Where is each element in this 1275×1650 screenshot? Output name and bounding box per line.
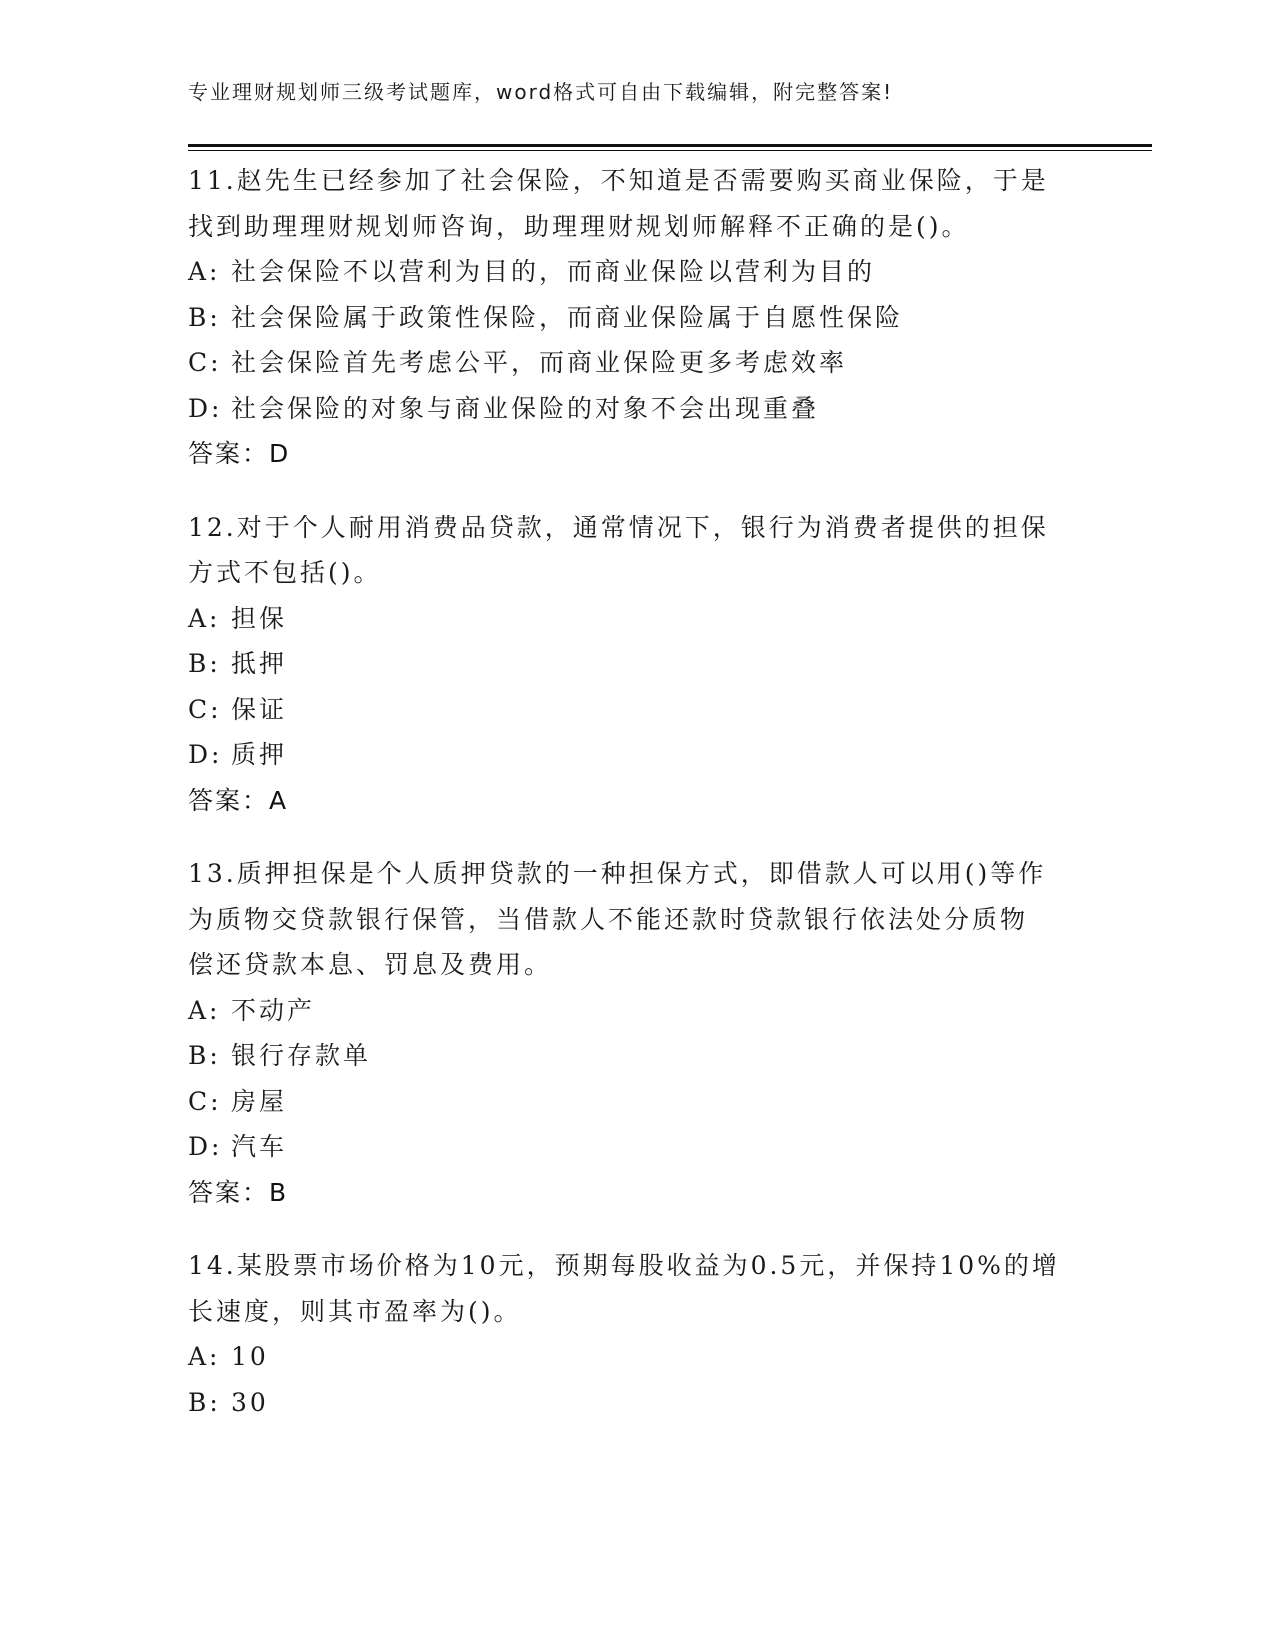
option-letter: B:	[188, 1387, 221, 1417]
option-text: 社会保险属于政策性保险，而商业保险属于自愿性保险	[231, 302, 904, 332]
question-stem-line: 14.某股票市场价格为10元，预期每股收益为0.5元，并保持10%的增	[188, 1251, 1060, 1280]
option-letter: C:	[188, 348, 222, 377]
option-letter: C:	[188, 694, 222, 724]
option-text: 担保	[231, 603, 288, 633]
option-text: 保证	[231, 694, 288, 724]
option-letter: A:	[188, 257, 221, 286]
question-12	[188, 505, 1088, 824]
answer-line: 答案：D	[188, 439, 291, 468]
option-text: 社会保险首先考虑公平，而商业保险更多考虑效率	[231, 348, 848, 377]
page-header: 专业理财规划师三级考试题库，word格式可自由下载编辑，附完整答案!	[188, 80, 894, 104]
option-b	[188, 1033, 1088, 1079]
question-stem-line: 方式不包括()。	[188, 558, 382, 587]
option-text: 房屋	[231, 1086, 288, 1116]
answer-line: 答案：A	[188, 785, 289, 815]
option-text: 社会保险不以营利为目的，而商业保险以营利为目的	[231, 257, 876, 286]
question-stem-line: 找到助理理财规划师咨询，助理理财规划师解释不正确的是()。	[188, 211, 970, 241]
option-letter: B:	[188, 1041, 221, 1070]
option-text: 10	[231, 1342, 269, 1371]
option-b	[188, 641, 1088, 687]
option-c	[188, 687, 1088, 733]
question-11	[188, 158, 1088, 477]
header-rule-thin	[188, 150, 1152, 151]
option-letter: A:	[188, 995, 221, 1025]
question-stem-line: 长速度，则其市盈率为()。	[188, 1296, 522, 1326]
question-stem-line: 13.质押担保是个人质押贷款的一种担保方式，即借款人可以用()等作	[188, 859, 1047, 888]
option-letter: B:	[188, 302, 221, 332]
option-text: 社会保险的对象与商业保险的对象不会出现重叠	[231, 393, 820, 423]
option-c	[188, 1079, 1088, 1125]
option-text: 不动产	[231, 995, 316, 1025]
question-stem-line: 偿还贷款本息、罚息及费用。	[188, 950, 553, 979]
option-letter: D:	[188, 740, 223, 769]
question-stem-line: 12.对于个人耐用消费品贷款，通常情况下，银行为消费者提供的担保	[188, 512, 1049, 542]
header-rule-thick	[188, 144, 1152, 147]
option-letter: B:	[188, 649, 221, 678]
question-stem-line: 为质物交贷款银行保管，当借款人不能还款时贷款银行依法处分质物	[188, 904, 1029, 934]
option-letter: D:	[188, 1132, 223, 1161]
option-letter: A:	[188, 603, 221, 633]
option-text: 抵押	[231, 649, 288, 678]
question-list	[188, 158, 1088, 1453]
option-b	[188, 295, 1088, 341]
option-d	[188, 386, 1088, 432]
option-letter: D:	[188, 393, 223, 423]
question-13	[188, 851, 1088, 1215]
question-14	[188, 1243, 1088, 1425]
option-a	[188, 249, 1088, 295]
option-c	[188, 340, 1088, 386]
option-a	[188, 1334, 1088, 1380]
answer-line: 答案：B	[188, 1177, 289, 1207]
option-b	[188, 1380, 1088, 1426]
option-text: 质押	[231, 740, 288, 769]
question-stem-line: 11.赵先生已经参加了社会保险，不知道是否需要购买商业保险，于是	[188, 166, 1049, 195]
option-text: 30	[231, 1387, 269, 1417]
option-text: 银行存款单	[231, 1041, 372, 1070]
option-a	[188, 988, 1088, 1034]
option-letter: A:	[188, 1342, 221, 1371]
option-d	[188, 732, 1088, 778]
option-d	[188, 1124, 1088, 1170]
option-letter: C:	[188, 1086, 222, 1116]
option-a	[188, 596, 1088, 642]
option-text: 汽车	[231, 1132, 288, 1161]
